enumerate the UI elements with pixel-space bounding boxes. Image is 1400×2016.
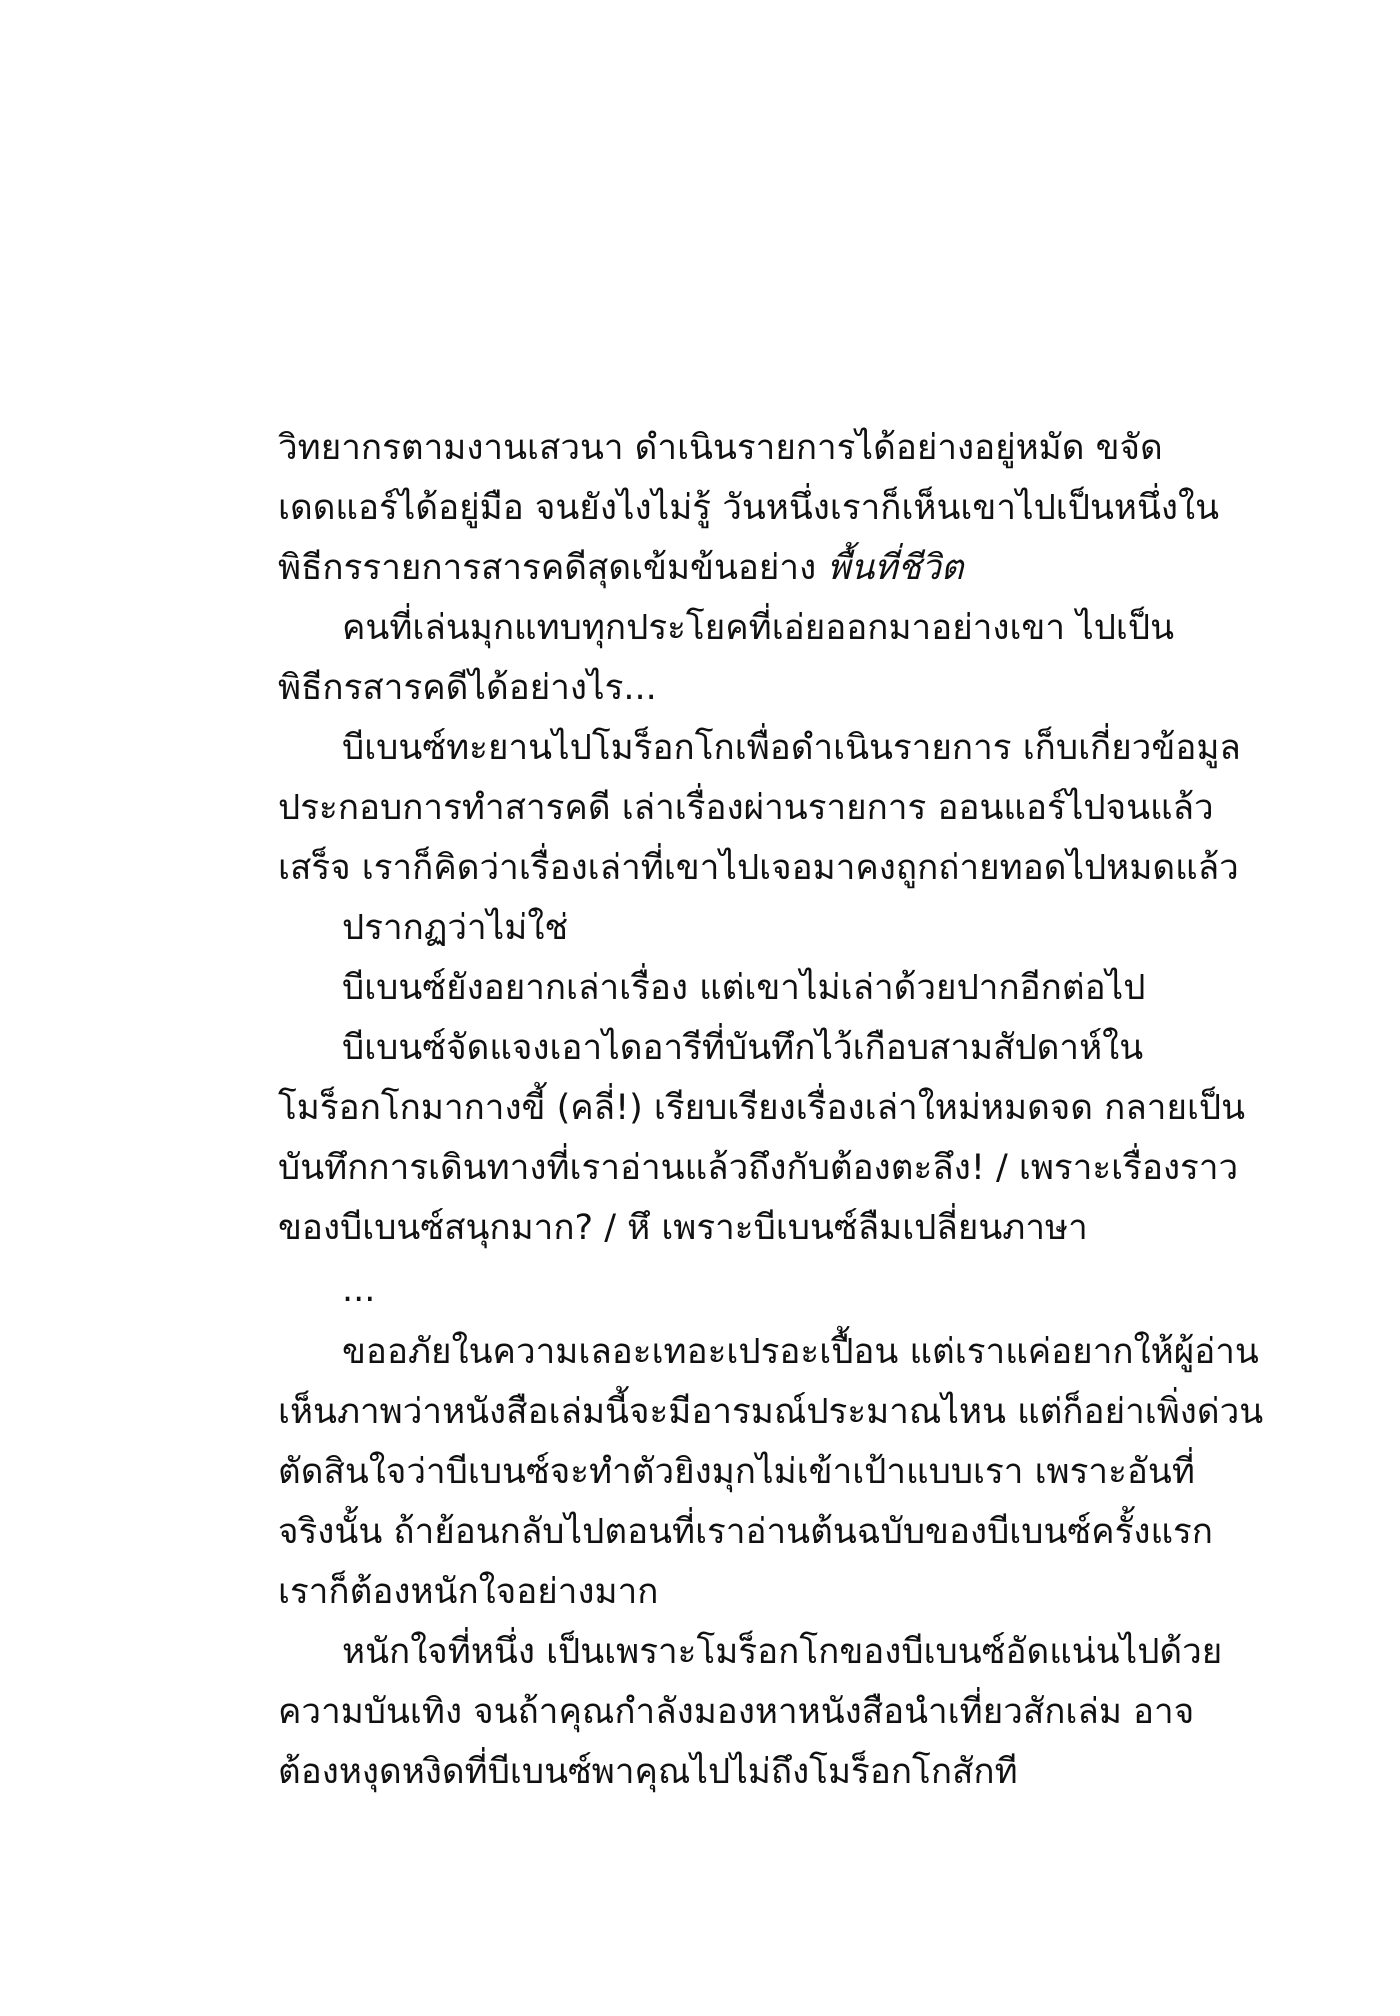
text-line: คนที่เล่นมุกแทบทุกประโยคที่เอ่ยออกมาอย่างเขา ไปเป็น bbox=[342, 608, 1175, 648]
text-line bbox=[278, 538, 1238, 598]
body-text bbox=[278, 418, 1264, 1802]
text-line: ตัดสินใจว่าบีเบนซ์จะทำตัวยิงมุกไม่เข้าเป้าแบบเรา เพราะอันที่ bbox=[278, 1452, 1195, 1492]
text-line: ความบันเทิง จนถ้าคุณกำลังมองหาหนังสือนำเที่ยวสักเล่ม อาจ bbox=[278, 1692, 1195, 1732]
text-line: บีเบนซ์ทะยานไปโมร็อกโกเพื่อดำเนินรายการ เก็บเกี่ยวข้อมูล bbox=[342, 728, 1241, 768]
program-title: พื้นที่ชีวิต bbox=[827, 548, 964, 588]
text-line: บีเบนซ์จัดแจงเอาไดอารีที่บันทึกไว้เกือบสามสัปดาห์ใน bbox=[342, 1028, 1144, 1068]
ellipsis-line: ... bbox=[342, 1270, 376, 1310]
text-line: บันทึกการเดินทางที่เราอ่านแล้วถึงกับต้องตะลึง! / เพราะเรื่องราว bbox=[278, 1148, 1239, 1188]
text-line: หนักใจที่หนึ่ง เป็นเพราะโมร็อกโกของบีเบนซ์อัดแน่นไปด้วย bbox=[342, 1632, 1223, 1672]
text-line: ประกอบการทำสารคดี เล่าเรื่องผ่านรายการ ออนแอร์ไปจนแล้ว bbox=[278, 788, 1214, 828]
text-line: ขออภัยในความเลอะเทอะเปรอะเปื้อน แต่เราแค่อยากให้ผู้อ่าน bbox=[342, 1332, 1259, 1372]
text-line: พิธีกรสารคดีได้อย่างไร... bbox=[278, 668, 657, 708]
text-line: โมร็อกโกมากางขี้ (คลี่!) เรียบเรียงเรื่องเล่าใหม่หมดจด กลายเป็น bbox=[278, 1088, 1246, 1128]
text-line: ต้องหงุดหงิดที่บีเบนซ์พาคุณไปไม่ถึงโมร็อกโกสักที bbox=[278, 1752, 1018, 1792]
text-line: บีเบนซ์ยังอยากเล่าเรื่อง แต่เขาไม่เล่าด้วยปากอีกต่อไป bbox=[342, 968, 1146, 1008]
text-line: ปรากฏว่าไม่ใช่ bbox=[342, 908, 569, 948]
text-line-start: พิธีกรรายการสารคดีสุดเข้มข้นอย่าง bbox=[278, 548, 828, 588]
text-line: เดดแอร์ได้อยู่มือ จนยังไงไม่รู้ วันหนึ่งเราก็เห็นเขาไปเป็นหนึ่งใน bbox=[278, 488, 1220, 528]
text-line: เสร็จ เราก็คิดว่าเรื่องเล่าที่เขาไปเจอมาคงถูกถ่ายทอดไปหมดแล้ว bbox=[278, 848, 1239, 888]
text-line: เราก็ต้องหนักใจอย่างมาก bbox=[278, 1572, 659, 1612]
text-line: ของบีเบนซ์สนุกมาก? / หึ เพราะบีเบนซ์ลืมเปลี่ยนภาษา bbox=[278, 1208, 1088, 1248]
text-line: จริงนั้น ถ้าย้อนกลับไปตอนที่เราอ่านต้นฉบับของบีเบนซ์ครั้งแรก bbox=[278, 1512, 1214, 1552]
text-line: วิทยากรตามงานเสวนา ดำเนินรายการได้อย่างอยู่หมัด ขจัด bbox=[278, 428, 1163, 468]
text-line: เห็นภาพว่าหนังสือเล่มนี้จะมีอารมณ์ประมาณไหน แต่ก็อย่าเพิ่งด่วน bbox=[278, 1392, 1264, 1432]
